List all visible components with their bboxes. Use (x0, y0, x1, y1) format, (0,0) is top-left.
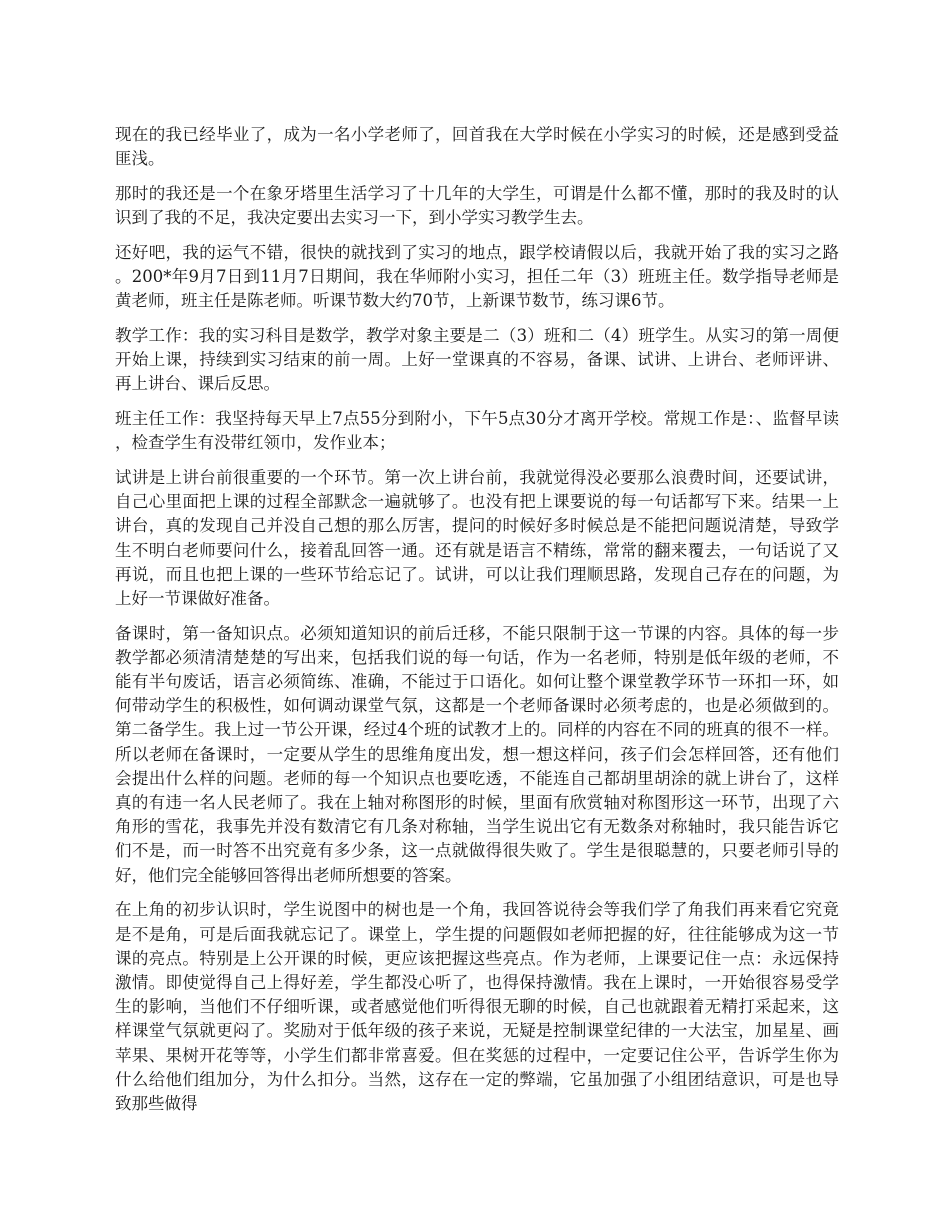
document-page (115, 123, 839, 1127)
paragraph-ivory-tower: 那时的我还是一个在象牙塔里生活学习了十几年的大学生，可谓是什么都不懂，那时的我及时的认识到了我的不足，我决定要出去实习一下，到小学实习教学生去。 (115, 183, 839, 228)
paragraph-head-teacher-work: 班主任工作：我坚持每天早上7点55分到附小，下午5点30分才离开学校。常规工作是：、监督早读，检查学生有没带红领巾，发作业本； (115, 409, 839, 453)
paragraph-angle-lesson: 在上角的初步认识时，学生说图中的树也是一个角，我回答说待会等我们学了角我们再来看它究竟是不是角，可是后面我就忘记了。课堂上，学生提的问题假如老师把握的好，往往能够成为这一节课的亮点。特别是上公开课的时候，更应该把握这些亮点。作为老师，上课要记住一点：永远保持激情。即使觉得自己上得好差，学生都没心听了，也得保持激情。我在上课时，一开始很容易受学生的影响，当他们不仔细听课，或者感觉他们听得很无聊的时候，自己也就跟着无精打采起来，这样课堂气氛就更闷了。奖励对于低年级的孩子来说，无疑是控制课堂纪律的一大法宝，加星星、画苹果、果树开花等等，小学生们都非常喜爱。但在奖惩的过程中，一定要记住公平，告诉学生你为什么给他们组加分，为什么扣分。当然，这存在一定的弊端，它虽加强了小组团结意识，可是也导致那些做得 (115, 900, 839, 1114)
paragraph-trial-lecture: 试讲是上讲台前很重要的一个环节。第一次上讲台前，我就觉得没必要那么浪费时间，还要试讲，自己心里面把上课的过程全部默念一遍就够了。也没有把上课要说的每一句话都写下来。结果一上讲台，真的发现自己并没自己想的那么厉害，提问的时候好多时候总是不能把问题说清楚，导致学生不明白老师要问什么，接着乱回答一通。还有就是语言不精练，常常的翻来覆去，一句话说了又再说，而且也把上课的一些环节给忘记了。试讲，可以让我们理顺思路，发现自己存在的问题，为上好一节课做好准备。 (115, 467, 839, 608)
paragraph-teaching-work: 教学工作：我的实习科目是数学，教学对象主要是二（3）班和二（4）班学生。从实习的第一周便开始上课，持续到实习结束的前一周。上好一堂课真的不容易，备课、试讲、上讲台、老师评讲、再上讲台、课后反思。 (115, 325, 839, 394)
paragraph-graduation: 现在的我已经毕业了，成为一名小学老师了，回首我在大学时候在小学实习的时候，还是感到受益匪浅。 (115, 125, 839, 169)
paragraph-lesson-prep: 备课时，第一备知识点。必须知道知识的前后迁移，不能只限制于这一节课的内容。具体的每一步教学都必须清清楚楚的写出来，包括我们说的每一句话，作为一名老师，特别是低年级的老师，不能有半句废话，语言必须简练、准确，不能过于口语化。如何让整个课堂教学环节一环扣一环，如何带动学生的积极性，如何调动课堂气氛，这都是一个老师备课时必须考虑的，也是必须做到的。第二备学生。我上过一节公开课，经过4个班的试教才上的。同样的内容在不同的班真的很不一样。所以老师在备课时，一定要从学生的思维角度出发，想一想这样问，孩子们会怎样回答，还有他们会提出什么样的问题。老师的每一个知识点也要吃透，不能连自己都胡里胡涂的就上讲台了，这样真的有违一名人民老师了。我在上轴对称图形的时候，里面有欣赏轴对称图形这一环节，出现了六角形的雪花，我事先并没有数清它有几条对称轴，当学生说出它有无数条对称轴时，我只能告诉它们不是，而一时答不出究竟有多少条，这一点就做得很失败了。学生是很聪慧的，只要老师引导的好，他们完全能够回答得出老师所想要的答案。 (115, 623, 839, 885)
paragraph-internship-start: 还好吧，我的运气不错，很快的就找到了实习的地点，跟学校请假以后，我就开始了我的实习之路。200*年9月7日到11月7日期间，我在华师附小实习，担任二年（3）班班主任。数学指导老师是黄老师，班主任是陈老师。听课节数大约70节，上新课节数节，练习课6节。 (115, 242, 839, 311)
